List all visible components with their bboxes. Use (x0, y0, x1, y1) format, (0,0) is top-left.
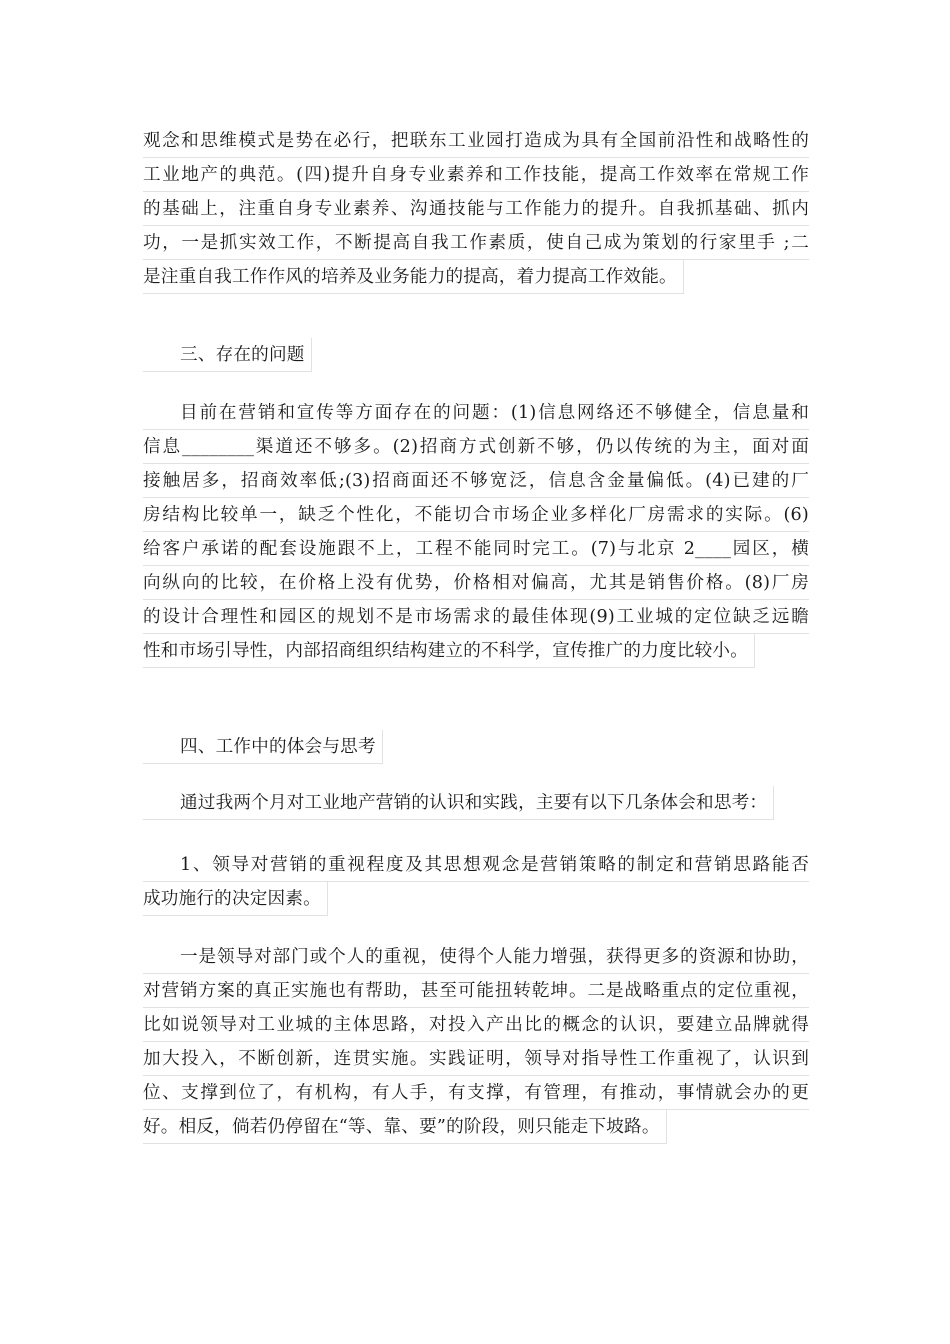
text-line: 工业地产的典范。(四)提升自身专业素养和工作技能，提高工作效率在常规工作 (143, 158, 809, 192)
text-line: 1、领导对营销的重视程度及其思想观念是营销策略的制定和营销思路能否 (143, 848, 809, 882)
text-line: 观念和思维模式是势在必行，把联东工业园打造成为具有全国前沿性和战略性的 (143, 124, 809, 158)
text-line: 好。相反，倘若仍停留在“等、靠、要”的阶段，则只能走下坡路。 (143, 1110, 667, 1144)
section-heading-problems (143, 338, 809, 372)
text-line: 位、支撑到位了，有机构，有人手，有支撑，有管理，有推动，事情就会办的更 (143, 1076, 809, 1110)
paragraph-problems (143, 396, 809, 668)
text-line: 接触居多，招商效率低;(3)招商面还不够宽泛，信息含金量偏低。(4)已建的厂 (143, 464, 809, 498)
paragraph-leadership-point (143, 848, 809, 916)
text-line: 目前在营销和宣传等方面存在的问题：(1)信息网络还不够健全，信息量和 (143, 396, 809, 430)
text-line: 的基础上，注重自身专业素养、沟通技能与工作能力的提升。自我抓基础、抓内 (143, 192, 809, 226)
text-line: 的设计合理性和园区的规划不是市场需求的最佳体现(9)工业城的定位缺乏远瞻 (143, 600, 809, 634)
text-line: 向纵向的比较，在价格上没有优势，价格相对偏高，尤其是销售价格。(8)厂房 (143, 566, 809, 600)
paragraph-work-skills (143, 124, 809, 294)
text-line: 性和市场引导性，内部招商组织结构建立的不科学，宣传推广的力度比较小。 (143, 634, 755, 668)
text-line: 一是领导对部门或个人的重视，使得个人能力增强，获得更多的资源和协助， (143, 940, 809, 974)
heading-line: 四、工作中的体会与思考 (143, 730, 383, 764)
text-line: 是注重自我工作作风的培养及业务能力的提高，着力提高工作效能。 (143, 260, 684, 294)
paragraph-reflections-intro (143, 786, 809, 820)
text-line: 加大投入，不断创新，连贯实施。实践证明，领导对指导性工作重视了，认识到 (143, 1042, 809, 1076)
text-line: 成功施行的决定因素。 (143, 882, 328, 916)
paragraph-leadership-details (143, 940, 809, 1144)
text-line: 对营销方案的真正实施也有帮助，甚至可能扭转乾坤。二是战略重点的定位重视， (143, 974, 809, 1008)
text-line: 通过我两个月对工业地产营销的认识和实践，主要有以下几条体会和思考： (143, 786, 774, 820)
text-line: 给客户承诺的配套设施跟不上，工程不能同时完工。(7)与北京 2____园区，横 (143, 532, 809, 566)
text-line: 功，一是抓实效工作，不断提高自我工作素质，使自己成为策划的行家里手 ;二 (143, 226, 809, 260)
text-line: 房结构比较单一，缺乏个性化，不能切合市场企业多样化厂房需求的实际。(6) (143, 498, 809, 532)
heading-line: 三、存在的问题 (143, 338, 312, 372)
section-heading-reflections (143, 730, 809, 764)
text-line: 比如说领导对工业城的主体思路，对投入产出比的概念的认识，要建立品牌就得 (143, 1008, 809, 1042)
text-line: 信息________渠道还不够多。(2)招商方式创新不够，仍以传统的为主，面对面 (143, 430, 809, 464)
